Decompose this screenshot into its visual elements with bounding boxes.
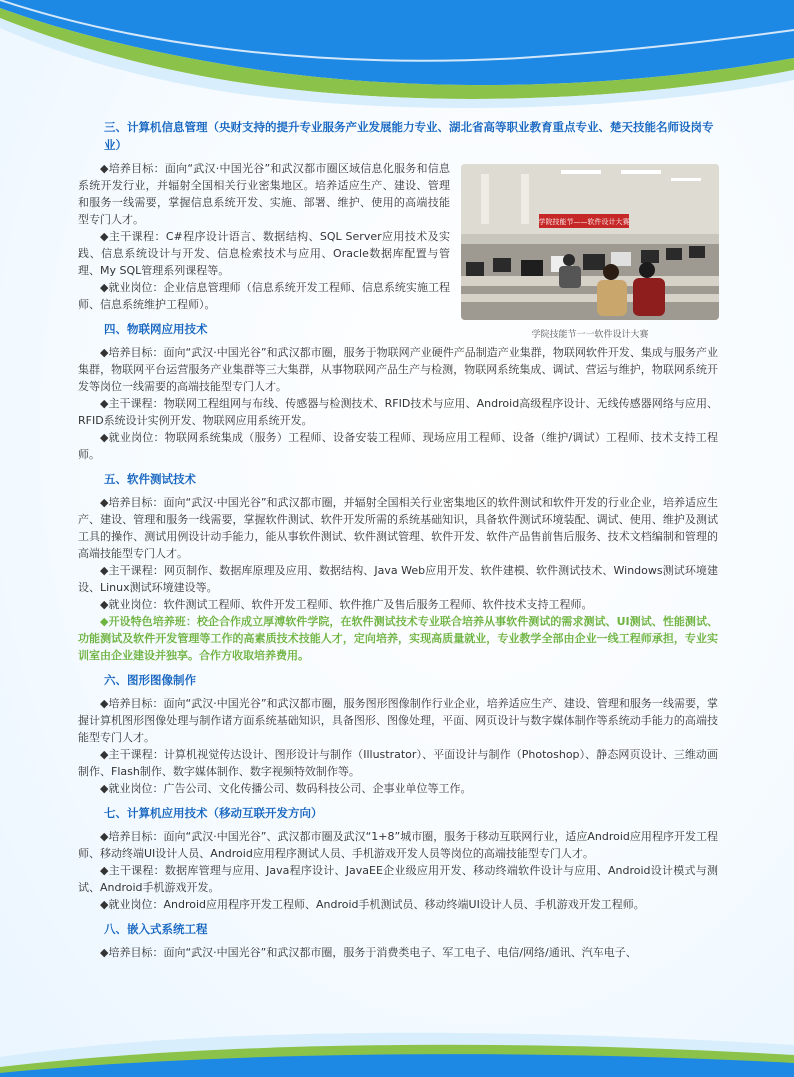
section-4-courses: ◆主干课程：物联网工程组网与布线、传感器与检测技术、RFID技术与应用、Android高级程序设计、无线传感器网络与应用、RFID系统设计实例开发、物联网应用系统开发。 <box>78 397 718 427</box>
section-5-goal: ◆培养目标：面向“武汉·中国光谷”和武汉都市圈，并辐射全国相关行业密集地区的软件测试和软件开发的行业企业，培养适应生产、建设、管理和服务一线需要，掌握软件测试、软件开发所需的系统基础知识，具备软件测试环境装配、调试、使用、维护及测试工具的操作、测试用例设计动手能力，能从事软件测试、软件测试管理、软件开发、软件产品售前售后服务、技术文档编制和管理的高端技能型专门人才。 <box>78 496 718 560</box>
section-3-goal: ◆培养目标：面向“武汉·中国光谷”和武汉都市圈区域信息化服务和信息系统开发行业，并辐射全国相关行业密集地区。培养适应生产、建设、管理和服务一线需要，掌握信息系统开发、实施、部署、维护、使用的高端技能型专门人才。 <box>78 162 450 226</box>
section-4-title: 四、物联网应用技术 <box>104 322 208 336</box>
section-8-goal: ◆培养目标：面向“武汉·中国光谷”和武汉都市圈，服务于消费类电子、军工电子、电信/网络/通讯、汽车电子、 <box>100 946 637 959</box>
photo-block <box>461 164 719 340</box>
section-5 <box>78 471 718 664</box>
section-3-jobs: ◆就业岗位：企业信息管理师（信息系统开发工程师、信息系统实施工程师、信息系统维护工程师）。 <box>78 281 450 311</box>
section-7-goal: ◆培养目标：面向“武汉·中国光谷”、武汉都市圈及武汉“1+8”城市圈，服务于移动互联网行业，适应Android应用程序开发工程师、移动终端UI设计人员、Android应用程序测试人员、手机游戏开发人员等岗位的高端技能型专门人才。 <box>78 830 718 860</box>
section-8 <box>78 921 718 961</box>
section-3-title: 三、计算机信息管理（央财支持的提升专业服务产业发展能力专业、湖北省高等职业教育重点专业、楚天技能名师设岗专业） <box>104 120 714 152</box>
section-5-special-class: ◆开设特色培养班：校企合作成立厚溥软件学院，在软件测试技术专业联合培养从事软件测试的需求测试、UI测试、性能测试、功能测试及软件开发管理等工作的高素质技术技能人才，定向培养，实现高质量就业，专业教学全部由企业一线工程师承担，专业实训室由企业建设并独享。合作方收取培养费用。 <box>78 615 718 662</box>
section-7-jobs: ◆就业岗位：Android应用程序开发工程师、Android手机测试员、移动终端UI设计人员、手机游戏开发工程师。 <box>100 898 645 911</box>
section-4 <box>78 321 718 463</box>
section-7-title: 七、计算机应用技术（移动互联开发方向） <box>104 806 323 820</box>
bottom-wave-decoration <box>0 1017 794 1077</box>
section-6 <box>78 672 718 797</box>
section-8-title: 八、嵌入式系统工程 <box>104 922 208 936</box>
section-7 <box>78 805 718 913</box>
section-4-jobs: ◆就业岗位：物联网系统集成（服务）工程师、设备安装工程师、现场应用工程师、设备（维护/调试）工程师、技术支持工程师。 <box>78 431 718 461</box>
section-6-title: 六、图形图像制作 <box>104 673 196 687</box>
section-6-courses: ◆主干课程：计算机视觉传达设计、图形设计与制作（Illustrator）、平面设计与制作（Photoshop）、静态网页设计、三维动画制作、Flash制作、数字媒体制作、数字视频特效制作等。 <box>78 748 718 778</box>
section-3-courses: ◆主干课程：C#程序设计语言、数据结构、SQL Server应用技术及实践、信息系统设计与开发、信息检索技术与应用、Oracle数据库配置与管理、My SQL管理系列课程等。 <box>78 230 450 277</box>
section-3-body <box>78 160 450 313</box>
section-4-goal: ◆培养目标：面向“武汉·中国光谷”和武汉都市圈，服务于物联网产业硬件产品制造产业集群，物联网软件开发、集成与服务产业集群，物联网平台运营服务产业集群等三大集群，从事物联网产品生产与检测，物联网系统集成、调试、营运与维护，物联网系统开发等岗位一线需要的高端技能型专门人才。 <box>78 346 718 393</box>
banner-text: 学院技能节——软件设计大赛 <box>538 218 630 226</box>
section-5-title: 五、软件测试技术 <box>104 472 196 486</box>
photo-caption: 学院技能节一一软件设计大赛 <box>531 330 649 340</box>
section-5-courses: ◆主干课程：网页制作、数据库原理及应用、数据结构、Java Web应用开发、软件建模、软件测试技术、Windows测试环境建设、Linux测试环境建设等。 <box>78 564 718 594</box>
section-6-goal: ◆培养目标：面向“武汉·中国光谷”和武汉都市圈，服务图形图像制作行业企业，培养适应生产、建设、管理和服务一线需要，掌握计算机图形图像处理与制作诸方面系统基础知识，具备图形、图像处理，平面、网页设计与数字媒体制作等系统动手能力的高端技能型专门人才。 <box>78 697 718 744</box>
computer-lab-photo <box>461 164 719 320</box>
section-5-jobs: ◆就业岗位：软件测试工程师、软件开发工程师、软件推广及售后服务工程师、软件技术支持工程师。 <box>100 598 593 611</box>
section-6-jobs: ◆就业岗位：广告公司、文化传播公司、数码科技公司、企事业单位等工作。 <box>100 782 472 795</box>
top-wave-decoration <box>0 0 794 120</box>
section-7-courses: ◆主干课程：数据库管理与应用、Java程序设计、JavaEE企业级应用开发、移动终端软件设计与应用、Android设计模式与测试、Android手机游戏开发。 <box>78 864 718 894</box>
